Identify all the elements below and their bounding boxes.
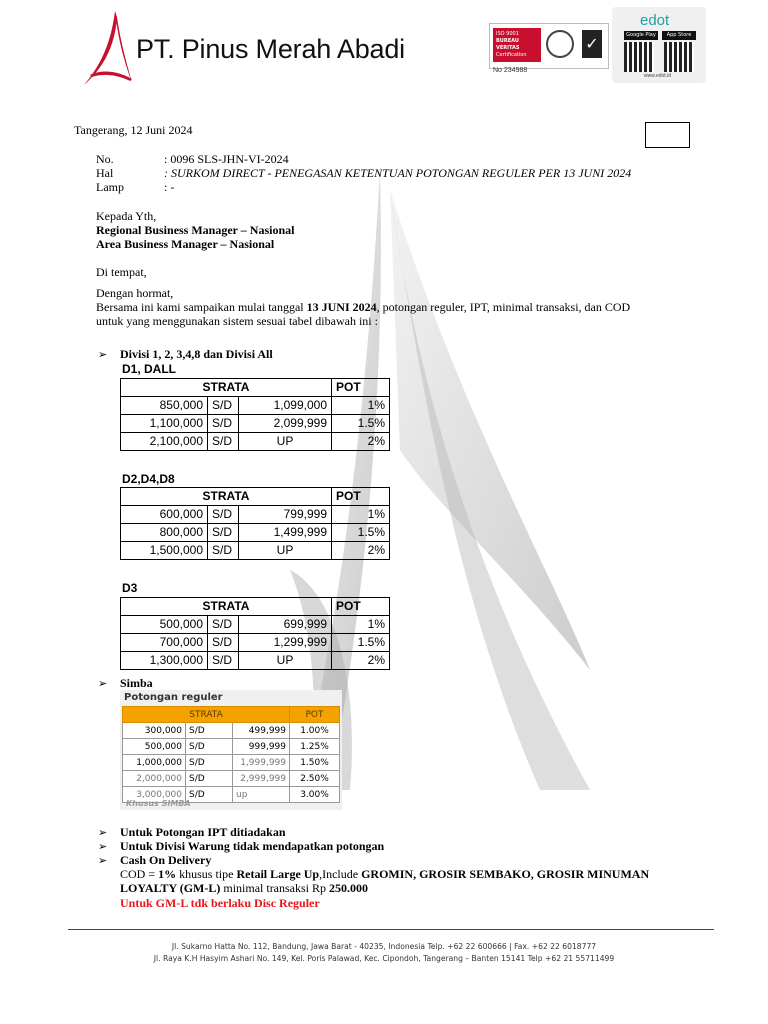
- hal-label: Hal: [96, 166, 114, 180]
- pot-header: POT: [332, 379, 390, 397]
- table-row: [123, 739, 340, 755]
- cell-to: 1,499,999: [239, 524, 332, 542]
- footer-divider: [68, 929, 714, 930]
- cell-to: 999,999: [233, 739, 290, 755]
- place-date: Tangerang, 12 Juni 2024: [74, 123, 193, 137]
- table-row: [121, 506, 390, 524]
- pot-header: POT: [332, 598, 390, 616]
- cell-pot: 1.5%: [332, 524, 390, 542]
- cell-from: 1,000,000: [123, 755, 186, 771]
- cert-sub: Certification: [496, 52, 527, 58]
- cell-pot: 2.50%: [290, 771, 340, 787]
- cell-pot: 1.00%: [290, 723, 340, 739]
- cell-pot: 2%: [332, 652, 390, 670]
- start-date: 13 JUNI 2024: [306, 300, 377, 314]
- pot-header: POT: [332, 488, 390, 506]
- cell-from: 300,000: [123, 723, 186, 739]
- cell-to: 2,999,999: [233, 771, 290, 787]
- cod-text: COD =: [120, 867, 159, 881]
- cell-to: 499,999: [233, 723, 290, 739]
- di-tempat: Di tempat,: [96, 265, 147, 279]
- simba-image-box: [120, 690, 342, 810]
- bullet-arrow-icon: ➢: [98, 826, 108, 839]
- cell-to: 699,999: [239, 616, 332, 634]
- note-warung: Untuk Divisi Warung tidak mendapatkan potongan: [120, 839, 385, 853]
- strata-table-d1: [120, 378, 390, 451]
- greeting: Dengan hormat,: [96, 286, 174, 300]
- checkmark-icon: ✓: [582, 30, 602, 58]
- cell-from: 500,000: [121, 616, 208, 634]
- cod-text: minimal transaksi Rp: [220, 881, 330, 895]
- no-value: : 0096 SLS-JHN-VI-2024: [164, 152, 289, 166]
- table-row: [121, 634, 390, 652]
- seal-icon: [546, 30, 574, 58]
- cell-sd: S/D: [186, 787, 233, 803]
- recipient-1: Regional Business Manager – Nasional: [96, 223, 295, 237]
- recipient-2: Area Business Manager – Nasional: [96, 237, 275, 251]
- empty-box: [645, 122, 690, 148]
- note-ipt: Untuk Potongan IPT ditiadakan: [120, 825, 286, 839]
- strata-table-d3: [120, 597, 390, 670]
- strata-header: STRATA: [121, 379, 332, 397]
- cell-to: 1,299,999: [239, 634, 332, 652]
- body-line-2: untuk yang menggunakan sistem sesuai tabel dibawah ini :: [96, 314, 378, 328]
- cell-sd: S/D: [208, 634, 239, 652]
- cod-include-list: GROMIN, GROSIR SEMBAKO, GROSIR MINUMAN: [361, 867, 650, 881]
- table-label-d1: D1, DALL: [122, 362, 176, 376]
- certification-badge: [489, 23, 609, 69]
- table-row: [123, 771, 340, 787]
- cell-sd: S/D: [186, 739, 233, 755]
- cell-from: 600,000: [121, 506, 208, 524]
- cod-line-1: [120, 867, 649, 881]
- cell-pot: 3.00%: [290, 787, 340, 803]
- footer-address-1: Jl. Sukarno Hatta No. 112, Bandung, Jawa Barat - 40235, Indonesia Telp. +62 22 600666 | Fax. +62 22 6018777: [171, 942, 597, 951]
- cell-pot: 1.25%: [290, 739, 340, 755]
- cell-pot: 1%: [332, 506, 390, 524]
- cell-pot: 1%: [332, 616, 390, 634]
- table-row: [121, 542, 390, 560]
- cert-number: No 234988: [493, 67, 528, 74]
- table-row: [121, 652, 390, 670]
- table-row: [121, 524, 390, 542]
- cell-from: 2,100,000: [121, 433, 208, 451]
- table-row: [123, 723, 340, 739]
- cell-pot: 1%: [332, 397, 390, 415]
- pot-header: POT: [290, 707, 340, 723]
- cell-sd: S/D: [186, 771, 233, 787]
- cell-from: 3,000,000: [123, 787, 186, 803]
- simba-caption: Potongan reguler: [124, 692, 223, 703]
- strata-table-d2: [120, 487, 390, 560]
- cod-loyalty: LOYALTY (GM-L): [120, 881, 221, 895]
- cell-to: 799,999: [239, 506, 332, 524]
- cod-retail-type: Retail Large Up: [236, 867, 320, 881]
- body-text: , potongan reguler, IPT, minimal transaksi, dan COD: [376, 300, 631, 314]
- cell-from: 1,300,000: [121, 652, 208, 670]
- cell-from: 1,500,000: [121, 542, 208, 560]
- cell-to: UP: [239, 542, 332, 560]
- table-row: [121, 397, 390, 415]
- cell-sd: S/D: [208, 542, 239, 560]
- cert-body: BUREAU VERITAS: [496, 38, 520, 51]
- bullet-arrow-icon: ➢: [98, 840, 108, 853]
- cell-from: 850,000: [121, 397, 208, 415]
- cell-sd: S/D: [208, 652, 239, 670]
- table-row: [121, 433, 390, 451]
- qr-code-icon: [624, 42, 654, 72]
- cod-text: ,Include: [319, 867, 362, 881]
- cell-from: 500,000: [123, 739, 186, 755]
- hal-value: : SURKOM DIRECT - PENEGASAN KETENTUAN POTONGAN REGULER PER 13 JUNI 2024: [164, 166, 632, 180]
- note-cod-title: Cash On Delivery: [120, 853, 212, 867]
- cell-from: 700,000: [121, 634, 208, 652]
- recipient-intro: Kepada Yth,: [96, 209, 157, 223]
- bullet-arrow-icon: ➢: [98, 854, 108, 867]
- app-store-badge[interactable]: App Store: [662, 31, 696, 40]
- cell-pot: 1.50%: [290, 755, 340, 771]
- cell-sd: S/D: [208, 433, 239, 451]
- cell-sd: S/D: [186, 723, 233, 739]
- cell-pot: 1.5%: [332, 634, 390, 652]
- table-label-d2: D2,D4,D8: [122, 472, 175, 486]
- cod-line-2: [120, 881, 368, 895]
- cell-sd: S/D: [208, 616, 239, 634]
- body-text: Bersama ini kami sampaikan mulai tanggal: [96, 300, 307, 314]
- simba-footnote: Khusus SIMBA: [126, 799, 191, 808]
- cell-from: 1,100,000: [121, 415, 208, 433]
- footer-address-2: Jl. Raya K.H Hasyim Ashari No. 149, Kel. Poris Palawad, Kec. Cipondoh, Tangerang – Banten 15141 Telp +62 21 55711499: [153, 954, 615, 963]
- cell-to: 1,099,000: [239, 397, 332, 415]
- cell-to: 1,999,999: [233, 755, 290, 771]
- company-name: PT. Pinus Merah Abadi: [136, 34, 405, 64]
- cell-pot: 2%: [332, 542, 390, 560]
- edot-brand: edot: [640, 12, 670, 29]
- no-label: No.: [96, 152, 114, 166]
- section-divisi-title: Divisi 1, 2, 3,4,8 dan Divisi All: [120, 347, 273, 361]
- edot-url: www.edot.id: [644, 73, 671, 79]
- strata-header: STRATA: [121, 598, 332, 616]
- cell-to: UP: [239, 433, 332, 451]
- red-note: Untuk GM-L tdk berlaku Disc Reguler: [120, 896, 320, 910]
- cell-sd: S/D: [208, 524, 239, 542]
- google-play-badge[interactable]: Google Play: [624, 31, 658, 40]
- cell-sd: S/D: [208, 506, 239, 524]
- simba-table: [122, 706, 340, 803]
- table-row: [121, 415, 390, 433]
- cell-pot: 2%: [332, 433, 390, 451]
- body-line-1: [96, 300, 630, 314]
- cod-min-amount: 250.000: [329, 881, 369, 895]
- table-row: [121, 616, 390, 634]
- cell-to: 2,099,999: [239, 415, 332, 433]
- cell-to: up: [233, 787, 290, 803]
- cell-from: 2,000,000: [123, 771, 186, 787]
- strata-header: STRATA: [123, 707, 290, 723]
- section-simba-title: Simba: [120, 676, 153, 690]
- cell-sd: S/D: [186, 755, 233, 771]
- cell-to: UP: [239, 652, 332, 670]
- cert-iso: ISO 9001: [496, 31, 519, 37]
- lamp-label: Lamp: [96, 180, 124, 194]
- cod-text: khusus tipe: [176, 867, 237, 881]
- bullet-arrow-icon: ➢: [98, 677, 108, 690]
- qr-code-icon: [664, 42, 694, 72]
- company-logo-icon: [82, 9, 134, 87]
- table-label-d3: D3: [122, 581, 138, 595]
- lamp-value: : -: [164, 180, 175, 194]
- cell-pot: 1.5%: [332, 415, 390, 433]
- strata-header: STRATA: [121, 488, 332, 506]
- edot-app-box: [612, 7, 706, 83]
- table-row: [123, 755, 340, 771]
- bullet-arrow-icon: ➢: [98, 348, 108, 361]
- cod-percent: 1%: [158, 867, 177, 881]
- cell-from: 800,000: [121, 524, 208, 542]
- cell-sd: S/D: [208, 397, 239, 415]
- cell-sd: S/D: [208, 415, 239, 433]
